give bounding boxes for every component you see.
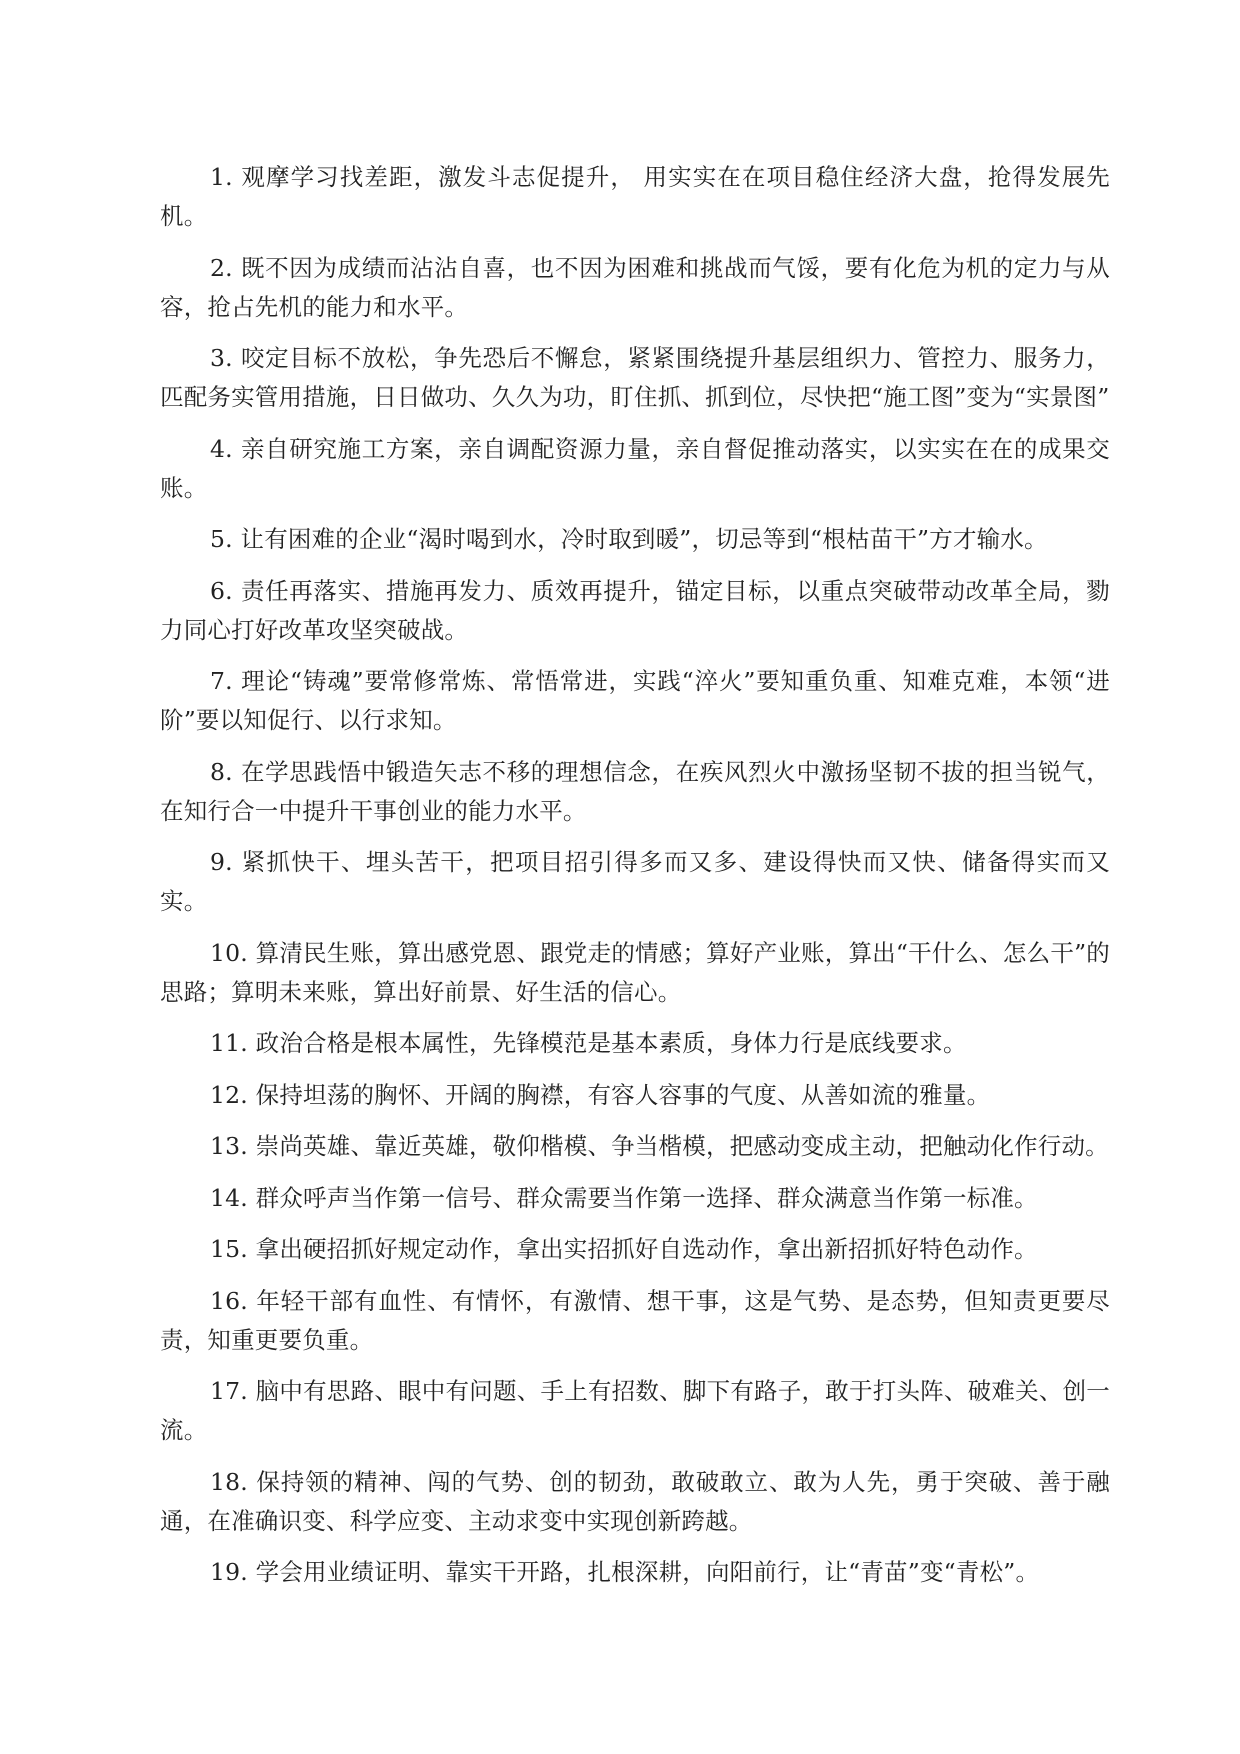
list-item-5: 5. 让有困难的企业“渴时喝到水，冷时取到暖”，切忌等到“根枯苗干”方才输水。 — [210, 525, 1048, 553]
list-item-11: 11. 政治合格是根本属性，先锋模范是基本素质，身体力行是底线要求。 — [210, 1029, 967, 1057]
list-item-12: 12. 保持坦荡的胸怀、开阔的胸襟，有容人容事的气度、从善如流的雅量。 — [210, 1080, 991, 1109]
list-item-7: 7. 理论“铸魂”要常修常炼、常悟常进，实践“淬火”要知重负重、知难克难，本领“进阶”要以知促行、以行求知。 — [160, 667, 1110, 734]
list-item-18: 18. 保持领的精神、闯的气势、创的韧劲，敢破敢立、敢为人先，勇于突破、善于融通，在准确识变、科学应变、主动求变中实现创新跨越。 — [160, 1467, 1110, 1535]
list-item-16: 16. 年轻干部有血性、有情怀，有激情、想干事，这是气势、是态势，但知责更要尽责，知重更要负重。 — [160, 1286, 1110, 1354]
list-item-9: 9. 紧抓快干、埋头苦干，把项目招引得多而又多、建设得快而又快、储备得实而又实。 — [160, 848, 1110, 915]
list-item-8: 8. 在学思践悟中锻造矢志不移的理想信念，在疾风烈火中激扬坚韧不拔的担当锐气，在知行合一中提升干事创业的能力水平。 — [160, 757, 1110, 825]
list-item-14: 14. 群众呼声当作第一信号、群众需要当作第一选择、群众满意当作第一标准。 — [210, 1183, 1038, 1212]
list-item-4: 4. 亲自研究施工方案，亲自调配资源力量，亲自督促推动落实，以实实在在的成果交账。 — [160, 434, 1110, 502]
list-item-6: 6. 责任再落实、措施再发力、质效再提升，锚定目标，以重点突破带动改革全局，勠力同心打好改革攻坚突破战。 — [160, 576, 1110, 644]
list-item-1: 1. 观摩学习找差距，激发斗志促提升， 用实实在在项目稳住经济大盘，抢得发展先机。 — [160, 163, 1110, 230]
list-item-17: 17. 脑中有思路、眼中有问题、手上有招数、脚下有路子，敢于打头阵、破难关、创一流。 — [160, 1377, 1110, 1444]
list-item-15: 15. 拿出硬招抓好规定动作，拿出实招抓好自选动作，拿出新招抓好特色动作。 — [210, 1235, 1038, 1263]
list-item-10: 10. 算清民生账，算出感党恩、跟党走的情感；算好产业账，算出“干什么、怎么干”的思路；算明未来账，算出好前景、好生活的信心。 — [160, 938, 1110, 1006]
list-item-2: 2. 既不因为成绩而沾沾自喜，也不因为困难和挑战而气馁，要有化危为机的定力与从容，抢占先机的能力和水平。 — [160, 253, 1110, 321]
document-page — [160, 158, 1110, 1605]
list-item-13: 13. 崇尚英雄、靠近英雄，敬仰楷模、争当楷模，把感动变成主动，把触动化作行动。 — [210, 1132, 1109, 1160]
list-item-3: 3. 咬定目标不放松，争先恐后不懈怠，紧紧围绕提升基层组织力、管控力、服务力，匹配务实管用措施，日日做功、久久为功，盯住抓、抓到位，尽快把“施工图”变为“实景图” — [160, 344, 1110, 411]
list-item-19: 19. 学会用业绩证明、靠实干开路，扎根深耕，向阳前行，让“青苗”变“青松”。 — [210, 1558, 1040, 1586]
